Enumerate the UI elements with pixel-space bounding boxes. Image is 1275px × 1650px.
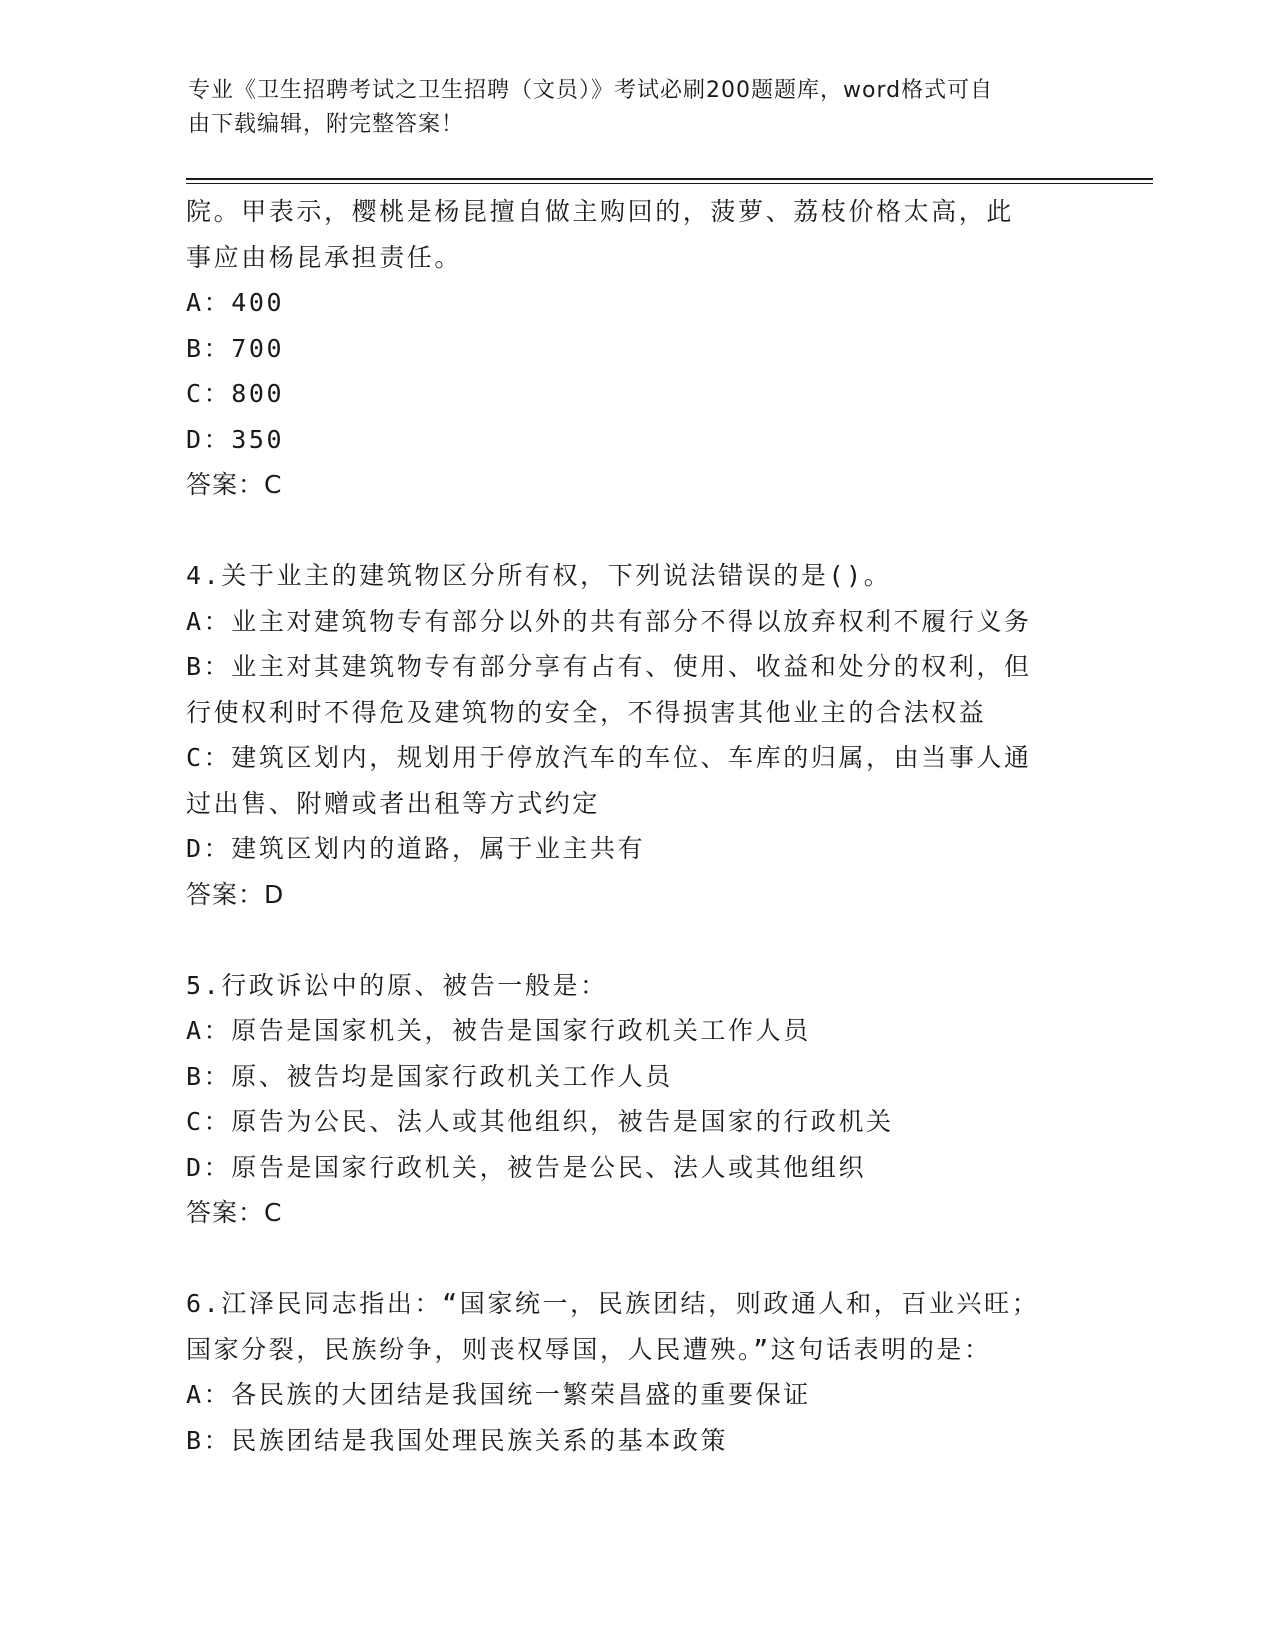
- option-a: A：400: [186, 288, 285, 317]
- question-stem-line: 6.江泽民同志指出：“国家统一，民族团结，则政通人和，百业兴旺；: [186, 1289, 1040, 1318]
- question-list: [186, 189, 1086, 1463]
- header-divider-thick: [186, 178, 1153, 180]
- option-d: D：原告是国家行政机关，被告是公民、法人或其他组织: [186, 1152, 867, 1182]
- spacer: [186, 917, 1086, 963]
- question-stem: 4.关于业主的建筑物区分所有权，下列说法错误的是()。: [186, 561, 892, 590]
- question-stem-line: 国家分裂，民族纷争，则丧权辱国，人民遭殃。”这句话表明的是：: [186, 1334, 992, 1364]
- answer-line: 答案：D: [186, 879, 285, 909]
- question-6: [186, 1281, 1086, 1463]
- option-d: D：建筑区划内的道路，属于业主共有: [186, 834, 646, 863]
- option-c: C：原告为公民、法人或其他组织，被告是国家的行政机关: [186, 1107, 894, 1136]
- document-header: [188, 74, 1088, 142]
- option-b: B：业主对其建筑物专有部分享有占有、使用、收益和处分的权利，但: [186, 652, 1032, 681]
- question-stem-line: 事应由杨昆承担责任。: [186, 242, 463, 272]
- answer-line: 答案：C: [186, 1198, 283, 1227]
- question-stem-line: 院。甲表示，樱桃是杨昆擅自做主购回的，菠萝、荔枝价格太高，此: [186, 197, 1015, 226]
- spacer: [186, 508, 1086, 554]
- option-b-continued: 行使权利时不得危及建筑物的安全，不得损害其他业主的合法权益: [186, 697, 987, 727]
- option-a: A：原告是国家机关，被告是国家行政机关工作人员: [186, 1016, 811, 1045]
- question-stem: 5.行政诉讼中的原、被告一般是：: [186, 970, 608, 1000]
- spacer: [186, 1236, 1086, 1282]
- option-c-continued: 过出售、附赠或者出租等方式约定: [186, 788, 601, 818]
- option-a: A：各民族的大团结是我国统一繁荣昌盛的重要保证: [186, 1380, 811, 1409]
- option-b: B：民族团结是我国处理民族关系的基本政策: [186, 1425, 729, 1455]
- question-5: [186, 963, 1086, 1236]
- option-b: B：原、被告均是国家行政机关工作人员: [186, 1061, 673, 1091]
- option-c: C：建筑区划内，规划用于停放汽车的车位、车库的归属，由当事人通: [186, 743, 1032, 772]
- option-d: D：350: [186, 424, 285, 454]
- option-a: A：业主对建筑物专有部分以外的共有部分不得以放弃权利不履行义务: [186, 606, 1032, 636]
- option-b: B：700: [186, 333, 285, 363]
- answer-line: 答案：C: [186, 470, 283, 499]
- question-3: [186, 189, 1086, 508]
- header-divider-thin: [186, 183, 1153, 184]
- question-4: [186, 553, 1086, 917]
- header-line-2: 由下载编辑，附完整答案！: [188, 112, 465, 137]
- header-line-1: 专业《卫生招聘考试之卫生招聘（文员）》考试必刷200题题库，word格式可自: [188, 78, 994, 103]
- option-c: C：800: [186, 379, 285, 408]
